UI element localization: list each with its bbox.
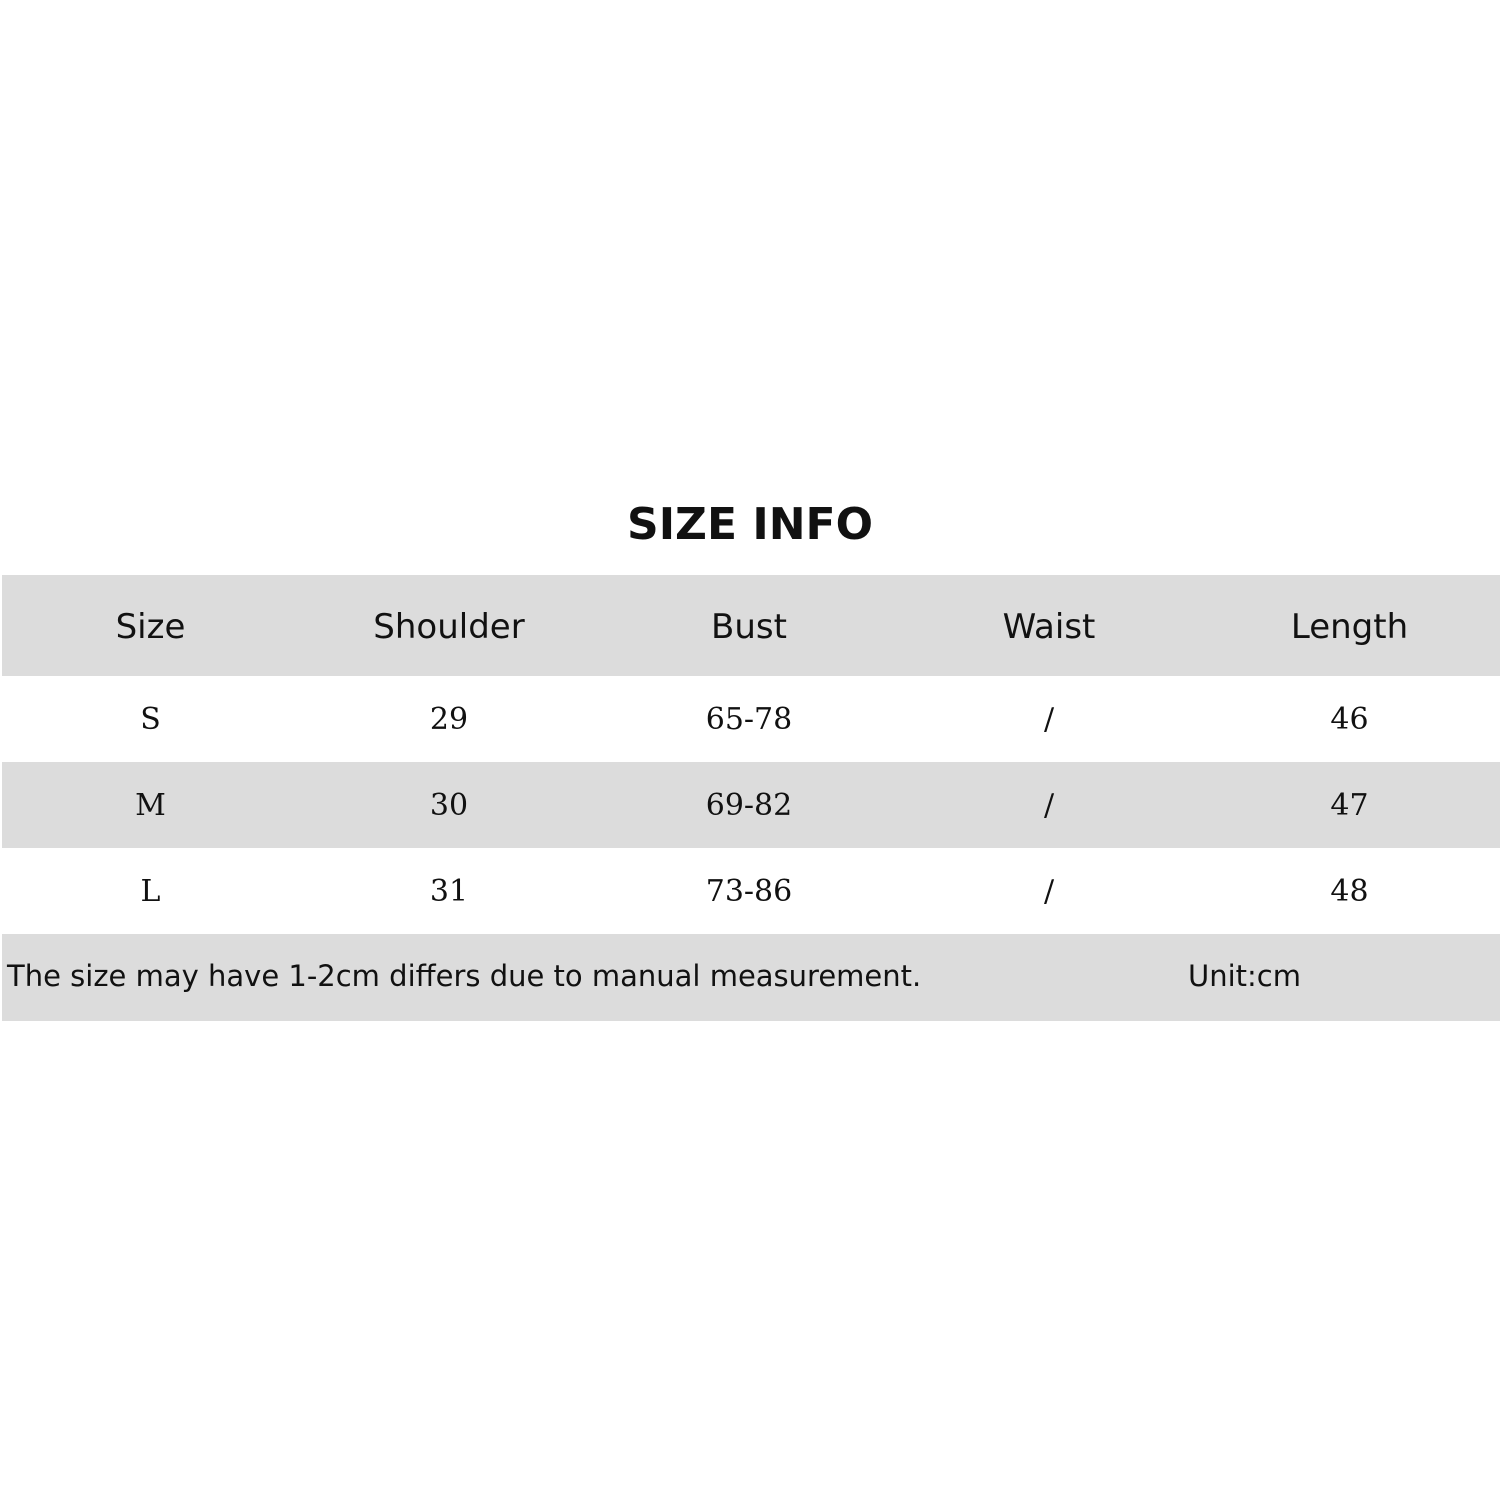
table-cell-shoulder: 31	[429, 874, 469, 909]
column-header-shoulder: Shoulder	[373, 606, 525, 647]
table-cell-bust: 65-78	[705, 702, 793, 737]
table-cell-length: 47	[1330, 788, 1369, 823]
table-cell-size: L	[140, 874, 161, 909]
table-row	[2, 848, 1500, 934]
column-header-size: Size	[115, 606, 186, 647]
table-row	[2, 762, 1500, 848]
table-cell-bust: 73-86	[705, 874, 793, 909]
table-footer	[2, 934, 1500, 1021]
table-cell-size: M	[135, 788, 166, 823]
page-title: SIZE INFO	[627, 499, 873, 550]
table-cell-length: 48	[1330, 874, 1369, 909]
column-header-bust: Bust	[711, 606, 787, 647]
table-cell-waist: /	[1043, 788, 1055, 823]
unit-label: Unit:cm	[1188, 959, 1301, 993]
column-header-waist: Waist	[1002, 606, 1096, 647]
measurement-note: The size may have 1-2cm differs due to manual measurement.	[7, 959, 922, 993]
column-header-length: Length	[1290, 606, 1409, 647]
table-cell-bust: 69-82	[705, 788, 793, 823]
table-cell-waist: /	[1043, 702, 1055, 737]
table-cell-shoulder: 30	[429, 788, 469, 823]
table-cell-size: S	[140, 702, 161, 737]
table-header-row	[2, 575, 1500, 676]
table-cell-waist: /	[1043, 874, 1055, 909]
table-cell-shoulder: 29	[429, 702, 469, 737]
table-cell-length: 46	[1330, 702, 1369, 737]
table-row	[2, 676, 1500, 762]
